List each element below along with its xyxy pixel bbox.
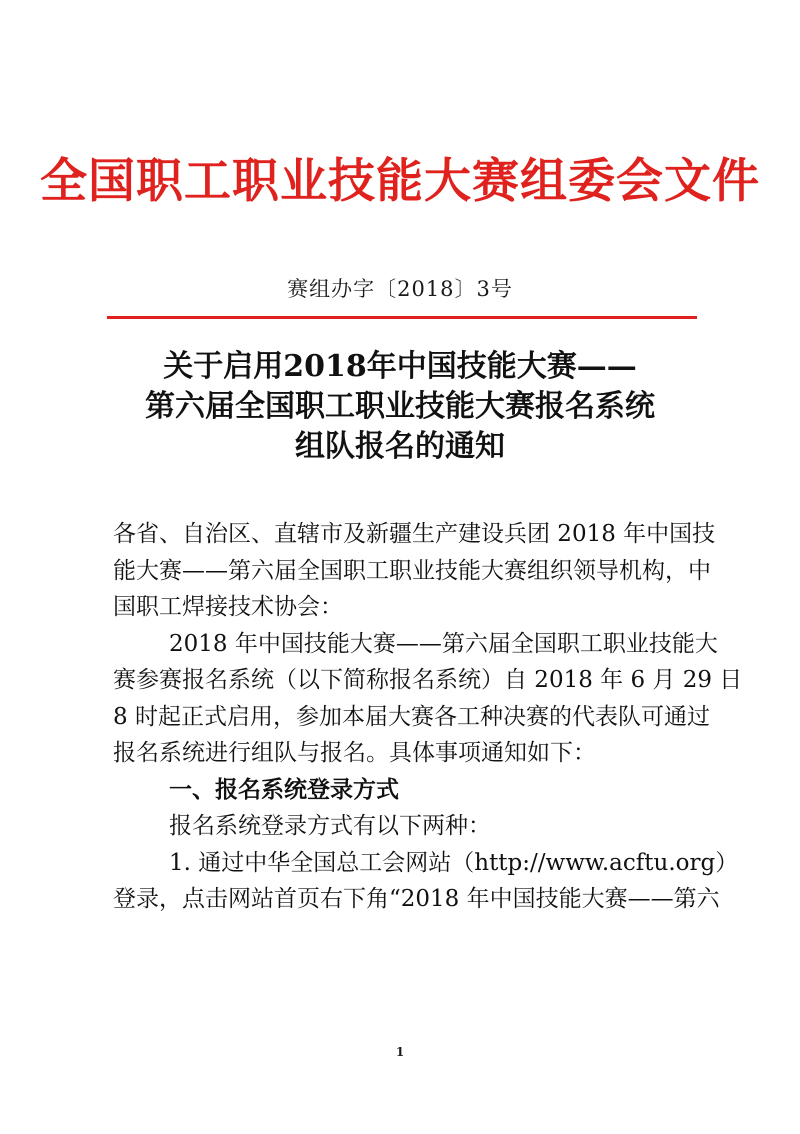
paragraph-line: 登录，点击网站首页右下角“2018 年中国技能大赛——第六: [113, 886, 720, 912]
addressee-line: 各省、自治区、直辖市及新疆生产建设兵团 2018 年中国技: [113, 521, 716, 547]
document-number: 赛组办字〔2018〕3号: [287, 277, 513, 301]
list-item-line: 1. 通过中华全国总工会网站（http://www.acftu.org）: [169, 849, 739, 876]
notice-body: [113, 516, 743, 918]
notice-title-line-2: 第六届全国职工职业技能大赛报名系统: [145, 389, 655, 424]
notice-title: [0, 347, 800, 467]
notice-title-line-3: 组队报名的通知: [295, 429, 505, 464]
red-divider-line: [107, 316, 697, 319]
paragraph-line: 8 时起正式启用，参加本届大赛各工种决赛的代表队可通过: [113, 703, 710, 730]
paragraph-line: 报名系统登录方式有以下两种：: [169, 813, 491, 839]
addressee-line: 能大赛——第六届全国职工职业技能大赛组织领导机构，中: [113, 557, 711, 584]
section-heading: 一、报名系统登录方式: [169, 776, 399, 803]
addressee-line: 国职工焊接技术协会：: [113, 594, 343, 620]
paragraph-line: 2018 年中国技能大赛——第六届全国职工职业技能大: [169, 630, 718, 657]
paragraph-line: 赛参赛报名系统（以下简称报名系统）自 2018 年 6 月 29 日: [113, 667, 743, 693]
document-header-title: 全国职工职业技能大赛组委会文件: [40, 154, 760, 209]
notice-title-line-1: 关于启用2018年中国技能大赛——: [163, 349, 637, 384]
page-number: 1: [395, 1045, 405, 1059]
paragraph-line: 报名系统进行组队与报名。具体事项通知如下：: [113, 740, 596, 766]
